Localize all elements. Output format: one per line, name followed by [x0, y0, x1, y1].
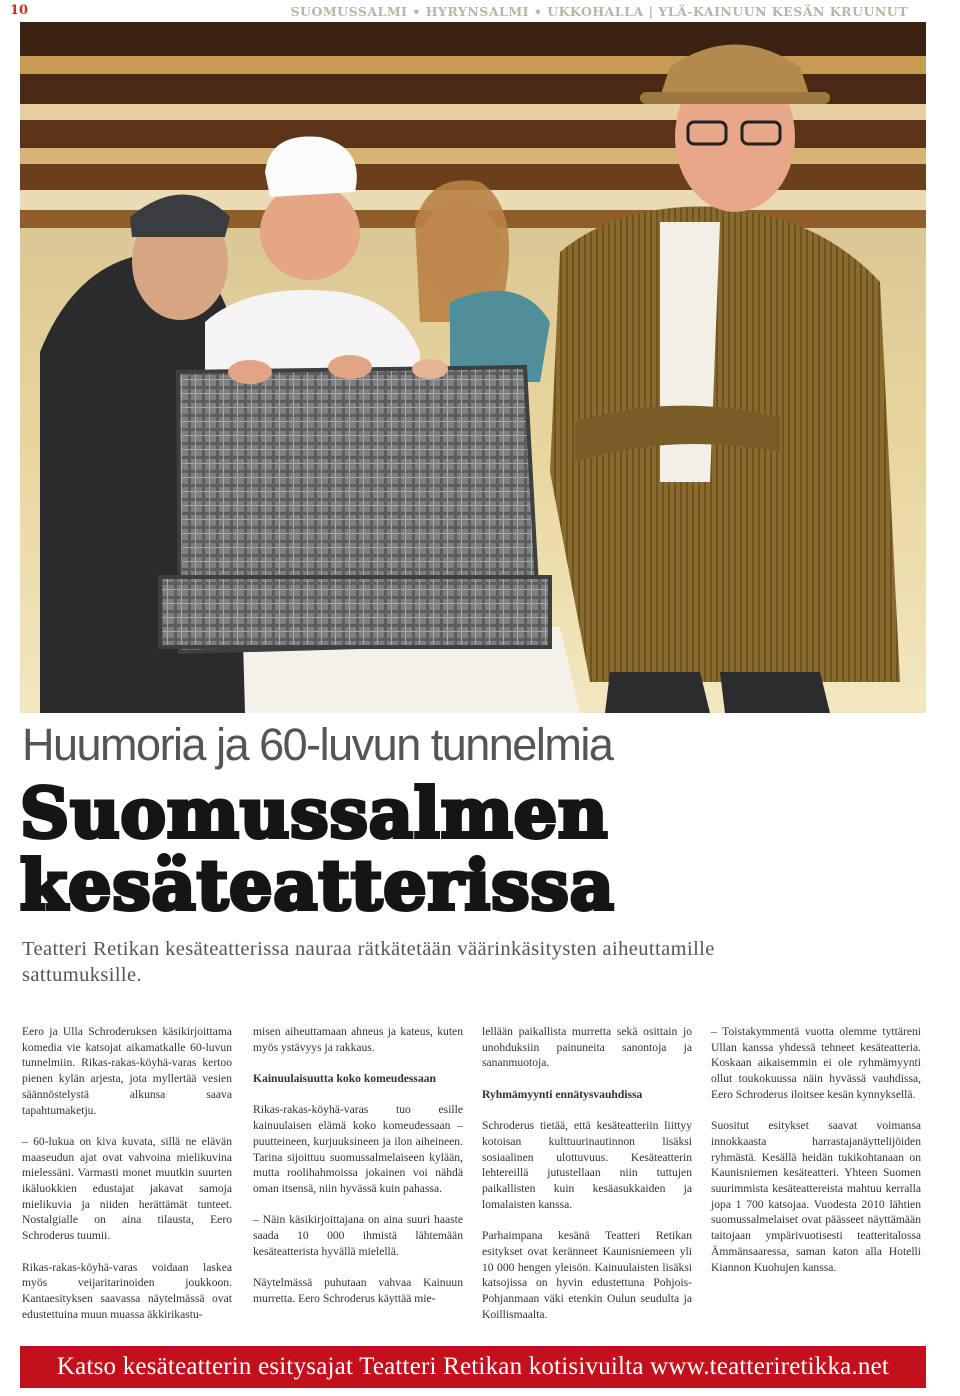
article-headline — [20, 774, 615, 926]
paragraph: Rikas-rakas-köyhä-varas tuo esille kainuulaisen elämä koko komeudessaan – puutteineen, kurjuuksineen ja ilon aiheineen. Tarina sijoittuu suomussalmelaiseen kylään, mutta roolihahmoissa jokainen voi nähdä oman itsensä, niin hyvässä kuin pahassa. — [253, 1103, 463, 1195]
paragraph: Rikas-rakas-köyhä-varas voidaan laskea myös veijaritarinoiden joukkoon. Kantaesityksen saavassa näytelmässä ovat edustettuina muun muassa äkkirikastu- — [22, 1260, 232, 1321]
paragraph: – Toistakymmentä vuotta olemme tyttäreni Ullan kanssa yhdessä tehneet kesäteatteria. Koskaan aikaisemmin ei ole ryhmämyynti ollut toukokuussa näin hyvässä vauhdissa, Eero Schroderus iloitsee kesän kynnyksellä. — [711, 1025, 921, 1101]
headline-line-2: kesäteatterissa — [20, 846, 615, 926]
theatre-photo — [20, 22, 926, 713]
paragraph: Parhaimpana kesänä Teatteri Retikan esitykset ovat keränneet Kaunisniemeen yli 10 000 hengen yleisön. Kainuulaisten lisäksi katsojissa on hyvin edustettuna Pohjois-Pohjanmaan väki etenkin Oulun seudulta ja Koillismaalta. — [482, 1229, 692, 1321]
paragraph: – 60-lukua on kiva kuvata, sillä ne elävän maaseudun ajat ovat vahvoina mielikuvina mielessäni. Varmasti monet muutkin suurten ikäluokkien edustajat jakavat samoja mielikuvia ja niiden herättämät tunteet. Nostalgialle on aina tilausta, Eero Schroderus tuumii. — [22, 1134, 232, 1243]
headline-line-1: Suomussalmen — [20, 774, 609, 854]
website-banner: Katso kesäteatterin esitysajat Teatteri Retikan kotisivuilta www.teatteriretikka.net — [20, 1346, 926, 1388]
paragraph: – Näin käsikirjoittajana on aina suuri haaste saada 10 000 ihmistä lähtemään kesäteatterista hyvällä mielellä. — [253, 1213, 463, 1258]
paragraph: misen aiheuttamaan ahneus ja kateus, kuten myös ystävyys ja rakkaus. — [253, 1025, 463, 1054]
paragraph: Suositut esitykset saavat voimansa innokkaasta harrastajanäyttelijöiden ryhmästä. Kesällä heidän tukikohtanaan on Kaunisniemen kesäteatteri. Yhteen Suomen suurimmista kesäteattereista mahtuu kerralla jopa 1 700 katsojaa. Vuodesta 2010 lähtien suomussalmelaiset ovat päässeet näyttämään taitojaan ympärivuotisesti teatteritalossa Ämmänsaaressa, saman katon alla Hotelli Kiannon Kuohujen kanssa. — [711, 1119, 921, 1274]
text-column-3 — [482, 1024, 692, 1338]
text-column-2 — [253, 1024, 463, 1322]
page-header — [0, 0, 960, 22]
text-column-1 — [22, 1024, 232, 1338]
paragraph: Schroderus tietää, että kesäteatteriin liittyy kotoisan kulttuurinautinnon lisäksi sosiaalinen ulottuvuus. Kesäteatterin lehtereillä jutustellaan niin tuttujen paikallisten kuin kesäasukkaiden ja lomalaisten kanssa. — [482, 1119, 692, 1211]
subheading: Ryhmämyynti ennätysvauhdissa — [482, 1087, 643, 1101]
paragraph: lellään paikallista murretta sekä osittain jo unohduksiin painuneita sanontoja ja sananmuotoja. — [482, 1025, 692, 1070]
subheading: Kainuulaisuutta koko komeudessaan — [253, 1072, 436, 1086]
article-lede: Teatteri Retikan kesäteatterissa nauraa rätkätetään väärinkäsitysten aiheuttamille sattumuksille. — [22, 938, 715, 986]
paragraph: Eero ja Ulla Schroderuksen käsikirjoittama komedia vie katsojat aikamatkalle 60-luvun tunnelmiin. Rikas-rakas-köyhä-varas kertoo pienen kylän arjesta, jota myllertää vesien säännöstelystä alkunsa saava tapahtumaketju. — [22, 1025, 232, 1117]
page-number: 10 — [10, 3, 29, 18]
text-column-4 — [711, 1024, 921, 1291]
theatre-photo-illustration — [20, 22, 926, 713]
article-kicker: Huumoria ja 60-luvun tunnelmia — [22, 719, 613, 770]
running-title: SUOMUSSALMI • HYRYNSALMI • UKKOHALLA | YLÄ-KAINUUN KESÄN KRUUNUT — [290, 4, 908, 19]
paragraph: Näytelmässä puhutaan vahvaa Kainuun murretta. Eero Schroderus käyttää mie- — [253, 1276, 463, 1305]
